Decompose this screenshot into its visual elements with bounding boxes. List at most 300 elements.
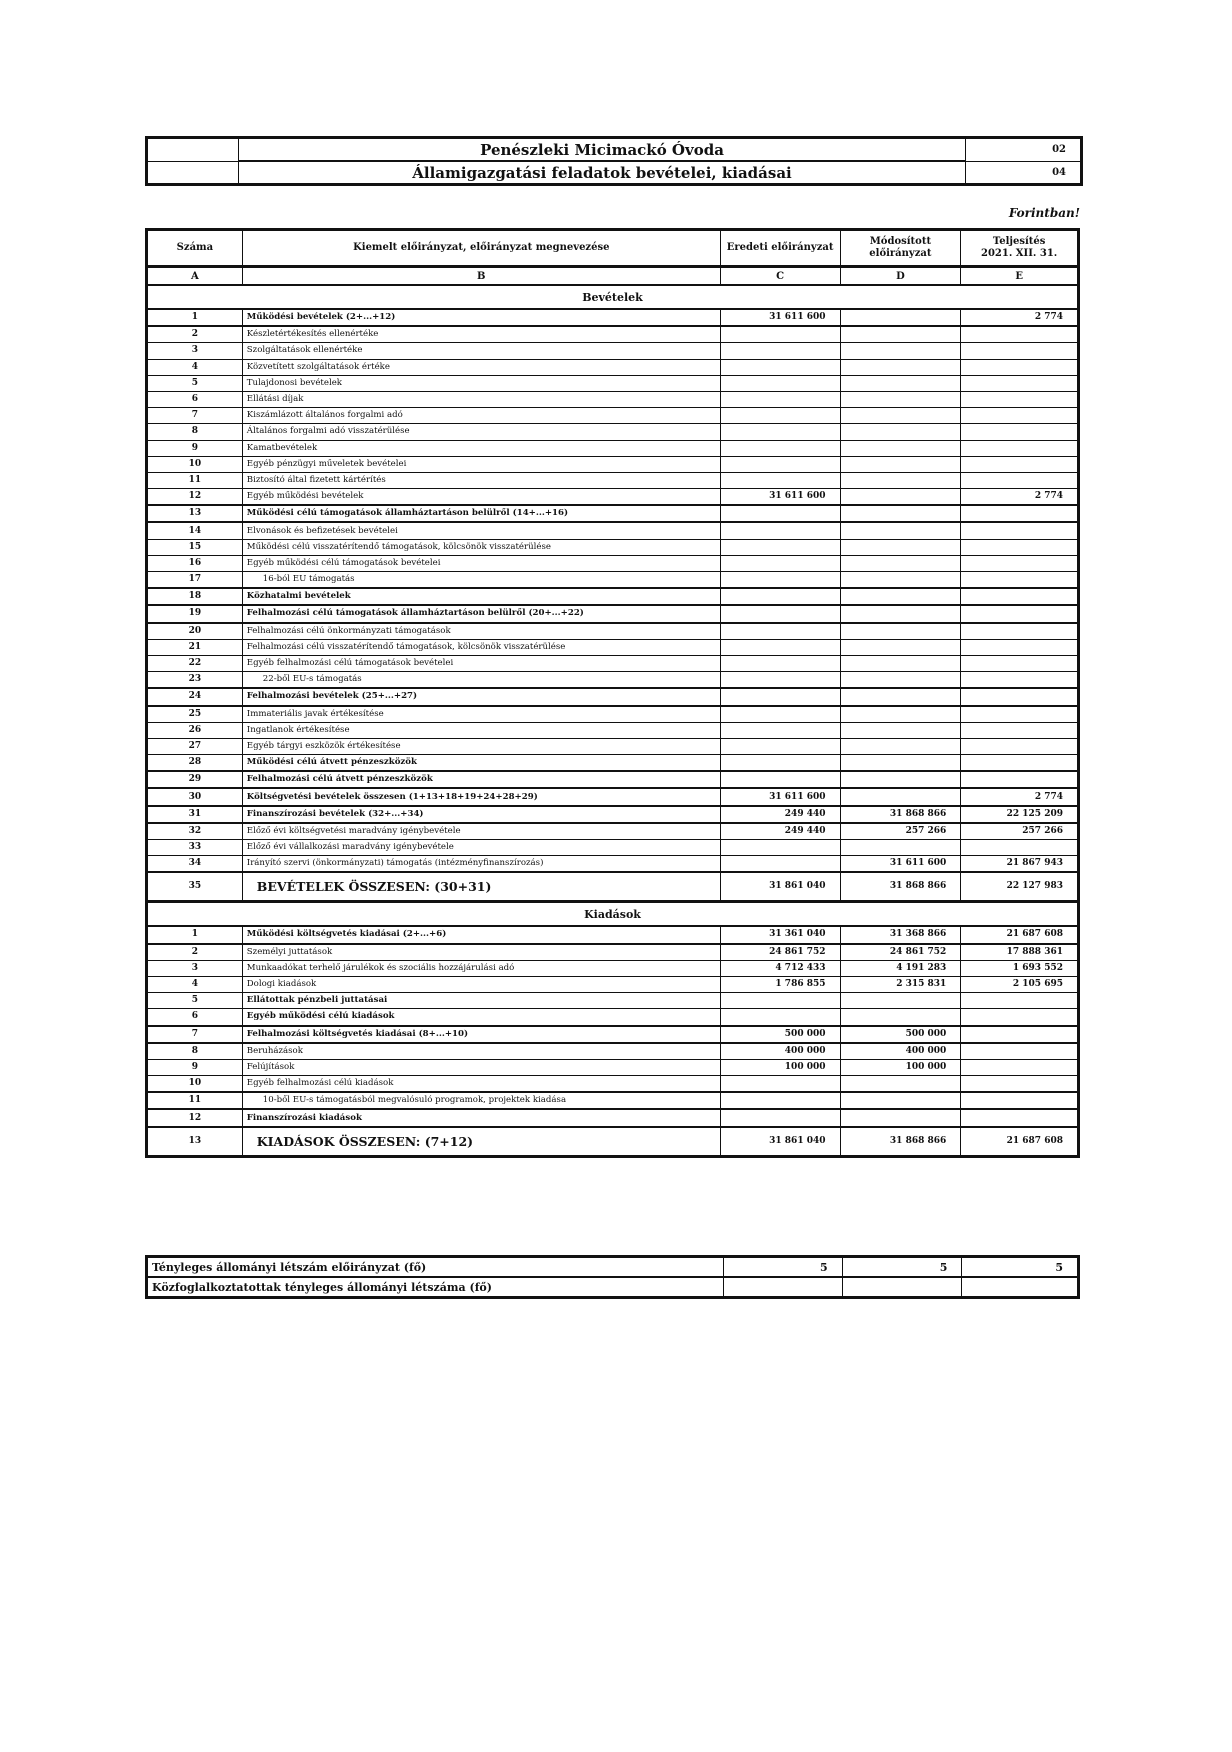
- revenue-row: [147, 623, 1079, 640]
- budget-table: [145, 228, 1080, 1158]
- modified-appropriation: [840, 672, 961, 689]
- row-label: Finanszírozási kiadások: [242, 1109, 720, 1126]
- modified-appropriation: [840, 424, 961, 440]
- original-appropriation: 31 611 600: [720, 788, 840, 805]
- row-number: 2: [147, 944, 243, 961]
- row-label: Egyéb működési bevételek: [242, 489, 720, 506]
- original-appropriation: [720, 359, 840, 375]
- column-letter: D: [840, 267, 961, 286]
- row-number: 32: [147, 823, 243, 840]
- row-number: 9: [147, 440, 243, 456]
- revenue-row: [147, 672, 1079, 689]
- row-number: 18: [147, 588, 243, 605]
- actual-performance: 2 774: [961, 309, 1079, 326]
- original-appropriation: [720, 539, 840, 555]
- modified-appropriation: [840, 722, 961, 738]
- original-appropriation: [720, 1092, 840, 1109]
- actual-performance: 21 867 943: [961, 856, 1079, 873]
- modified-appropriation: [840, 456, 961, 472]
- column-header-number: Száma: [147, 230, 243, 267]
- row-label: Egyéb működési célú kiadások: [242, 1009, 720, 1026]
- actual-performance: [961, 408, 1079, 424]
- revenue-row: [147, 572, 1079, 589]
- actual-performance: 2 774: [961, 489, 1079, 506]
- actual-performance: [961, 588, 1079, 605]
- original-appropriation: [720, 522, 840, 539]
- section-header-expenditure: [147, 902, 1079, 927]
- modified-appropriation: [840, 688, 961, 705]
- title-blank-cell: [147, 138, 239, 162]
- row-label: Egyéb tárgyi eszközök értékesítése: [242, 738, 720, 754]
- revenue-row: [147, 408, 1079, 424]
- modified-appropriation: [840, 993, 961, 1009]
- row-number: 12: [147, 1109, 243, 1126]
- revenue-row: [147, 505, 1079, 522]
- modified-appropriation: 31 368 866: [840, 926, 961, 943]
- expenditure-row: [147, 1026, 1079, 1043]
- original-appropriation: [720, 655, 840, 671]
- modified-appropriation: [840, 1092, 961, 1109]
- row-number: 7: [147, 1026, 243, 1043]
- modified-appropriation: [840, 572, 961, 589]
- row-label: Felújítások: [242, 1059, 720, 1075]
- actual-performance: [961, 755, 1079, 772]
- actual-performance: [961, 326, 1079, 343]
- actual-performance: 21 687 608: [961, 926, 1079, 943]
- institution-name: Penészleki Micimackó Óvoda: [239, 138, 966, 162]
- revenue-row: [147, 489, 1079, 506]
- modified-appropriation: [840, 1109, 961, 1126]
- row-number: 1: [147, 926, 243, 943]
- row-number: 24: [147, 688, 243, 705]
- original-appropriation: [720, 424, 840, 440]
- row-number: 8: [147, 424, 243, 440]
- row-number: 4: [147, 976, 243, 992]
- title-row: [147, 161, 1082, 185]
- row-label: Személyi juttatások: [242, 944, 720, 961]
- section-header-revenue: [147, 285, 1079, 309]
- actual-performance: [961, 1043, 1079, 1060]
- row-label: Kiszámlázott általános forgalmi adó: [242, 408, 720, 424]
- revenue-row: [147, 555, 1079, 571]
- original-appropriation: [720, 755, 840, 772]
- row-number: 26: [147, 722, 243, 738]
- actual-performance: [961, 722, 1079, 738]
- expenditure-row: [147, 1109, 1079, 1126]
- revenue-row: [147, 771, 1079, 788]
- row-label: Dologi kiadások: [242, 976, 720, 992]
- revenue-row: [147, 840, 1079, 856]
- modified-appropriation: [840, 539, 961, 555]
- row-label: Irányító szervi (önkormányzati) támogatás (intézményfinanszírozás): [242, 856, 720, 873]
- row-label: Beruházások: [242, 1043, 720, 1060]
- modified-appropriation: [840, 655, 961, 671]
- original-appropriation: 31 611 600: [720, 309, 840, 326]
- row-number: 8: [147, 1043, 243, 1060]
- modified-appropriation: 24 861 752: [840, 944, 961, 961]
- actual-performance: 21 687 608: [961, 1127, 1079, 1157]
- row-number: 10: [147, 456, 243, 472]
- original-appropriation: 1 786 855: [720, 976, 840, 992]
- modified-appropriation: [840, 391, 961, 407]
- revenue-row: [147, 456, 1079, 472]
- row-number: 22: [147, 655, 243, 671]
- revenue-row: [147, 738, 1079, 754]
- modified-appropriation: [840, 555, 961, 571]
- modified-appropriation: [840, 1076, 961, 1093]
- modified-appropriation: [840, 788, 961, 805]
- row-label: Munkaadókat terhelő járulékok és szociális hozzájárulási adó: [242, 960, 720, 976]
- original-appropriation: [720, 391, 840, 407]
- modified-appropriation: [840, 408, 961, 424]
- row-label: KIADÁSOK ÖSSZESEN: (7+12): [242, 1127, 720, 1157]
- row-label: Kamatbevételek: [242, 440, 720, 456]
- row-number: 11: [147, 1092, 243, 1109]
- row-number: 20: [147, 623, 243, 640]
- row-number: 10: [147, 1076, 243, 1093]
- actual-performance: [961, 688, 1079, 705]
- original-appropriation: [720, 555, 840, 571]
- expenditure-row: [147, 1092, 1079, 1109]
- row-number: 15: [147, 539, 243, 555]
- row-number: 25: [147, 706, 243, 723]
- modified-appropriation: 100 000: [840, 1059, 961, 1075]
- row-label: Felhalmozási célú átvett pénzeszközök: [242, 771, 720, 788]
- row-label: Működési célú átvett pénzeszközök: [242, 755, 720, 772]
- row-label: Működési költségvetés kiadásai (2+...+6): [242, 926, 720, 943]
- original-appropriation: [720, 856, 840, 873]
- staff-actual: 5: [962, 1257, 1079, 1278]
- actual-performance: 2 774: [961, 788, 1079, 805]
- original-appropriation: [720, 440, 840, 456]
- row-number: 9: [147, 1059, 243, 1075]
- row-label: Ellátási díjak: [242, 391, 720, 407]
- row-number: 21: [147, 639, 243, 655]
- original-appropriation: 4 712 433: [720, 960, 840, 976]
- original-appropriation: [720, 840, 840, 856]
- modified-appropriation: [840, 738, 961, 754]
- actual-performance: [961, 1076, 1079, 1093]
- actual-performance: [961, 1026, 1079, 1043]
- modified-appropriation: [840, 359, 961, 375]
- revenue-row: [147, 755, 1079, 772]
- actual-performance: [961, 1009, 1079, 1026]
- institution-code: 02: [966, 138, 1082, 162]
- expenditure-row: [147, 976, 1079, 992]
- original-appropriation: [720, 688, 840, 705]
- institution-row: [147, 138, 1082, 162]
- row-label: Előző évi vállalkozási maradvány igénybevétele: [242, 840, 720, 856]
- revenue-row: [147, 309, 1079, 326]
- original-appropriation: 400 000: [720, 1043, 840, 1060]
- revenue-row: [147, 326, 1079, 343]
- revenue-row: [147, 639, 1079, 655]
- modified-appropriation: [840, 309, 961, 326]
- modified-appropriation: 31 611 600: [840, 856, 961, 873]
- actual-performance: [961, 623, 1079, 640]
- original-appropriation: 24 861 752: [720, 944, 840, 961]
- actual-performance: [961, 505, 1079, 522]
- report-title: Államigazgatási feladatok bevételei, kiadásai: [239, 161, 966, 185]
- revenue-row: [147, 655, 1079, 671]
- currency-note: Forintban!: [1008, 206, 1080, 220]
- row-label: Készletértékesítés ellenértéke: [242, 326, 720, 343]
- actual-performance: [961, 993, 1079, 1009]
- row-number: 35: [147, 872, 243, 902]
- row-label: Felhalmozási célú önkormányzati támogatások: [242, 623, 720, 640]
- row-number: 33: [147, 840, 243, 856]
- actual-performance: 2 105 695: [961, 976, 1079, 992]
- row-number: 3: [147, 343, 243, 359]
- row-number: 13: [147, 1127, 243, 1157]
- expenditure-row: [147, 1059, 1079, 1075]
- revenue-row: [147, 391, 1079, 407]
- actual-performance: [961, 840, 1079, 856]
- row-number: 5: [147, 375, 243, 391]
- row-label: 16-ból EU támogatás: [242, 572, 720, 589]
- row-number: 13: [147, 505, 243, 522]
- row-label: 10-ből EU-s támogatásból megvalósuló programok, projektek kiadása: [242, 1092, 720, 1109]
- actual-performance: [961, 424, 1079, 440]
- column-letter-row: [147, 267, 1079, 286]
- modified-appropriation: [840, 326, 961, 343]
- expenditure-row: [147, 944, 1079, 961]
- original-appropriation: 31 861 040: [720, 1127, 840, 1157]
- row-number: 3: [147, 960, 243, 976]
- expenditure-row: [147, 1043, 1079, 1060]
- original-appropriation: [720, 1109, 840, 1126]
- staff-row: [147, 1257, 1079, 1278]
- column-header-actual-date: 2021. XII. 31.: [981, 248, 1058, 259]
- actual-performance: [961, 771, 1079, 788]
- revenue-row: [147, 605, 1079, 622]
- modified-appropriation: [840, 623, 961, 640]
- original-appropriation: 31 361 040: [720, 926, 840, 943]
- title-table: [145, 136, 1083, 186]
- actual-performance: [961, 1059, 1079, 1075]
- revenue-row: [147, 722, 1079, 738]
- row-number: 31: [147, 806, 243, 823]
- revenue-row: [147, 788, 1079, 805]
- row-label: Immateriális javak értékesítése: [242, 706, 720, 723]
- revenue-row: [147, 424, 1079, 440]
- row-label: Működési célú visszatérítendő támogatások, kölcsönök visszatérülése: [242, 539, 720, 555]
- column-header-modified: Módosított előirányzat: [840, 230, 961, 267]
- actual-performance: [961, 1092, 1079, 1109]
- column-header-row: [147, 230, 1079, 267]
- row-number: 14: [147, 522, 243, 539]
- row-number: 11: [147, 472, 243, 488]
- original-appropriation: [720, 738, 840, 754]
- actual-performance: [961, 391, 1079, 407]
- actual-performance: [961, 359, 1079, 375]
- row-number: 1: [147, 309, 243, 326]
- expenditure-row: [147, 1076, 1079, 1093]
- expenditure-total-row: [147, 1127, 1079, 1157]
- revenue-row: [147, 688, 1079, 705]
- row-label: Költségvetési bevételek összesen (1+13+18+19+24+28+29): [242, 788, 720, 805]
- modified-appropriation: [840, 605, 961, 622]
- staff-label: Közfoglalkoztatottak tényleges állományi létszáma (fő): [147, 1277, 724, 1298]
- staff-modified: [842, 1277, 962, 1298]
- row-label: Ellátottak pénzbeli juttatásai: [242, 993, 720, 1009]
- actual-performance: [961, 655, 1079, 671]
- row-number: 29: [147, 771, 243, 788]
- staff-modified: 5: [842, 1257, 962, 1278]
- original-appropriation: [720, 572, 840, 589]
- original-appropriation: [720, 771, 840, 788]
- staff-actual: [962, 1277, 1079, 1298]
- row-label: Működési bevételek (2+...+12): [242, 309, 720, 326]
- modified-appropriation: [840, 840, 961, 856]
- actual-performance: [961, 375, 1079, 391]
- row-number: 2: [147, 326, 243, 343]
- modified-appropriation: [840, 489, 961, 506]
- actual-performance: [961, 456, 1079, 472]
- expenditure-section: [147, 902, 1079, 1156]
- modified-appropriation: 31 868 866: [840, 872, 961, 902]
- modified-appropriation: [840, 505, 961, 522]
- actual-performance: [961, 343, 1079, 359]
- staff-original: 5: [723, 1257, 842, 1278]
- original-appropriation: [720, 588, 840, 605]
- original-appropriation: [720, 1076, 840, 1093]
- modified-appropriation: 500 000: [840, 1026, 961, 1043]
- expenditure-row: [147, 1009, 1079, 1026]
- revenue-row: [147, 375, 1079, 391]
- row-label: Általános forgalmi adó visszatérülése: [242, 424, 720, 440]
- original-appropriation: 31 611 600: [720, 489, 840, 506]
- row-label: BEVÉTELEK ÖSSZESEN: (30+31): [242, 872, 720, 902]
- row-number: 23: [147, 672, 243, 689]
- actual-performance: [961, 440, 1079, 456]
- modified-appropriation: [840, 375, 961, 391]
- section-title: Bevételek: [147, 285, 1079, 309]
- original-appropriation: 500 000: [720, 1026, 840, 1043]
- column-letter: A: [147, 267, 243, 286]
- row-label: Felhalmozási költségvetés kiadásai (8+...+10): [242, 1026, 720, 1043]
- modified-appropriation: [840, 588, 961, 605]
- revenue-row: [147, 823, 1079, 840]
- revenue-row: [147, 359, 1079, 375]
- actual-performance: [961, 639, 1079, 655]
- row-label: 22-ből EU-s támogatás: [242, 672, 720, 689]
- row-label: Közhatalmi bevételek: [242, 588, 720, 605]
- row-number: 16: [147, 555, 243, 571]
- row-number: 27: [147, 738, 243, 754]
- original-appropriation: 100 000: [720, 1059, 840, 1075]
- original-appropriation: [720, 375, 840, 391]
- revenue-row: [147, 440, 1079, 456]
- revenue-section: [147, 285, 1079, 902]
- row-number: 19: [147, 605, 243, 622]
- row-number: 4: [147, 359, 243, 375]
- revenue-row: [147, 539, 1079, 555]
- actual-performance: 1 693 552: [961, 960, 1079, 976]
- column-header-actual-label: Teljesítés: [992, 236, 1046, 247]
- row-label: Egyéb működési célú támogatások bevételei: [242, 555, 720, 571]
- original-appropriation: [720, 505, 840, 522]
- row-number: 6: [147, 391, 243, 407]
- row-label: Egyéb pénzügyi műveletek bevételei: [242, 456, 720, 472]
- revenue-row: [147, 472, 1079, 488]
- revenue-row: [147, 706, 1079, 723]
- actual-performance: [961, 522, 1079, 539]
- column-letter: B: [242, 267, 720, 286]
- row-label: Elvonások és befizetések bevételei: [242, 522, 720, 539]
- actual-performance: [961, 706, 1079, 723]
- original-appropriation: [720, 472, 840, 488]
- row-number: 17: [147, 572, 243, 589]
- revenue-row: [147, 343, 1079, 359]
- report-code: 04: [966, 161, 1082, 185]
- column-header-actual: [961, 230, 1079, 267]
- row-label: Egyéb felhalmozási célú támogatások bevételei: [242, 655, 720, 671]
- row-label: Biztosító által fizetett kártérítés: [242, 472, 720, 488]
- actual-performance: [961, 672, 1079, 689]
- original-appropriation: [720, 326, 840, 343]
- row-label: Egyéb felhalmozási célú kiadások: [242, 1076, 720, 1093]
- modified-appropriation: 4 191 283: [840, 960, 961, 976]
- row-number: 34: [147, 856, 243, 873]
- actual-performance: [961, 738, 1079, 754]
- actual-performance: [961, 539, 1079, 555]
- actual-performance: 22 125 209: [961, 806, 1079, 823]
- actual-performance: [961, 1109, 1079, 1126]
- column-header-original: Eredeti előirányzat: [720, 230, 840, 267]
- row-label: Előző évi költségvetési maradvány igénybevétele: [242, 823, 720, 840]
- revenue-row: [147, 522, 1079, 539]
- revenue-row: [147, 806, 1079, 823]
- modified-appropriation: [840, 706, 961, 723]
- staff-table: [145, 1255, 1080, 1299]
- original-appropriation: [720, 605, 840, 622]
- staff-label: Tényleges állományi létszám előirányzat (fő): [147, 1257, 724, 1278]
- original-appropriation: [720, 456, 840, 472]
- original-appropriation: 249 440: [720, 823, 840, 840]
- section-title: Kiadások: [147, 902, 1079, 927]
- row-label: Ingatlanok értékesítése: [242, 722, 720, 738]
- original-appropriation: 31 861 040: [720, 872, 840, 902]
- staff-original: [723, 1277, 842, 1298]
- row-number: 30: [147, 788, 243, 805]
- original-appropriation: [720, 343, 840, 359]
- original-appropriation: [720, 639, 840, 655]
- revenue-row: [147, 856, 1079, 873]
- original-appropriation: [720, 623, 840, 640]
- original-appropriation: [720, 722, 840, 738]
- actual-performance: [961, 555, 1079, 571]
- modified-appropriation: [840, 639, 961, 655]
- expenditure-row: [147, 960, 1079, 976]
- row-number: 12: [147, 489, 243, 506]
- modified-appropriation: [840, 343, 961, 359]
- actual-performance: [961, 472, 1079, 488]
- row-label: Működési célú támogatások államháztartáson belülről (14+...+16): [242, 505, 720, 522]
- expenditure-row: [147, 926, 1079, 943]
- revenue-total-row: [147, 872, 1079, 902]
- modified-appropriation: 2 315 831: [840, 976, 961, 992]
- row-label: Finanszírozási bevételek (32+...+34): [242, 806, 720, 823]
- modified-appropriation: 31 868 866: [840, 806, 961, 823]
- row-number: 7: [147, 408, 243, 424]
- row-label: Tulajdonosi bevételek: [242, 375, 720, 391]
- column-letter: E: [961, 267, 1079, 286]
- actual-performance: 257 266: [961, 823, 1079, 840]
- original-appropriation: [720, 1009, 840, 1026]
- modified-appropriation: 257 266: [840, 823, 961, 840]
- modified-appropriation: [840, 472, 961, 488]
